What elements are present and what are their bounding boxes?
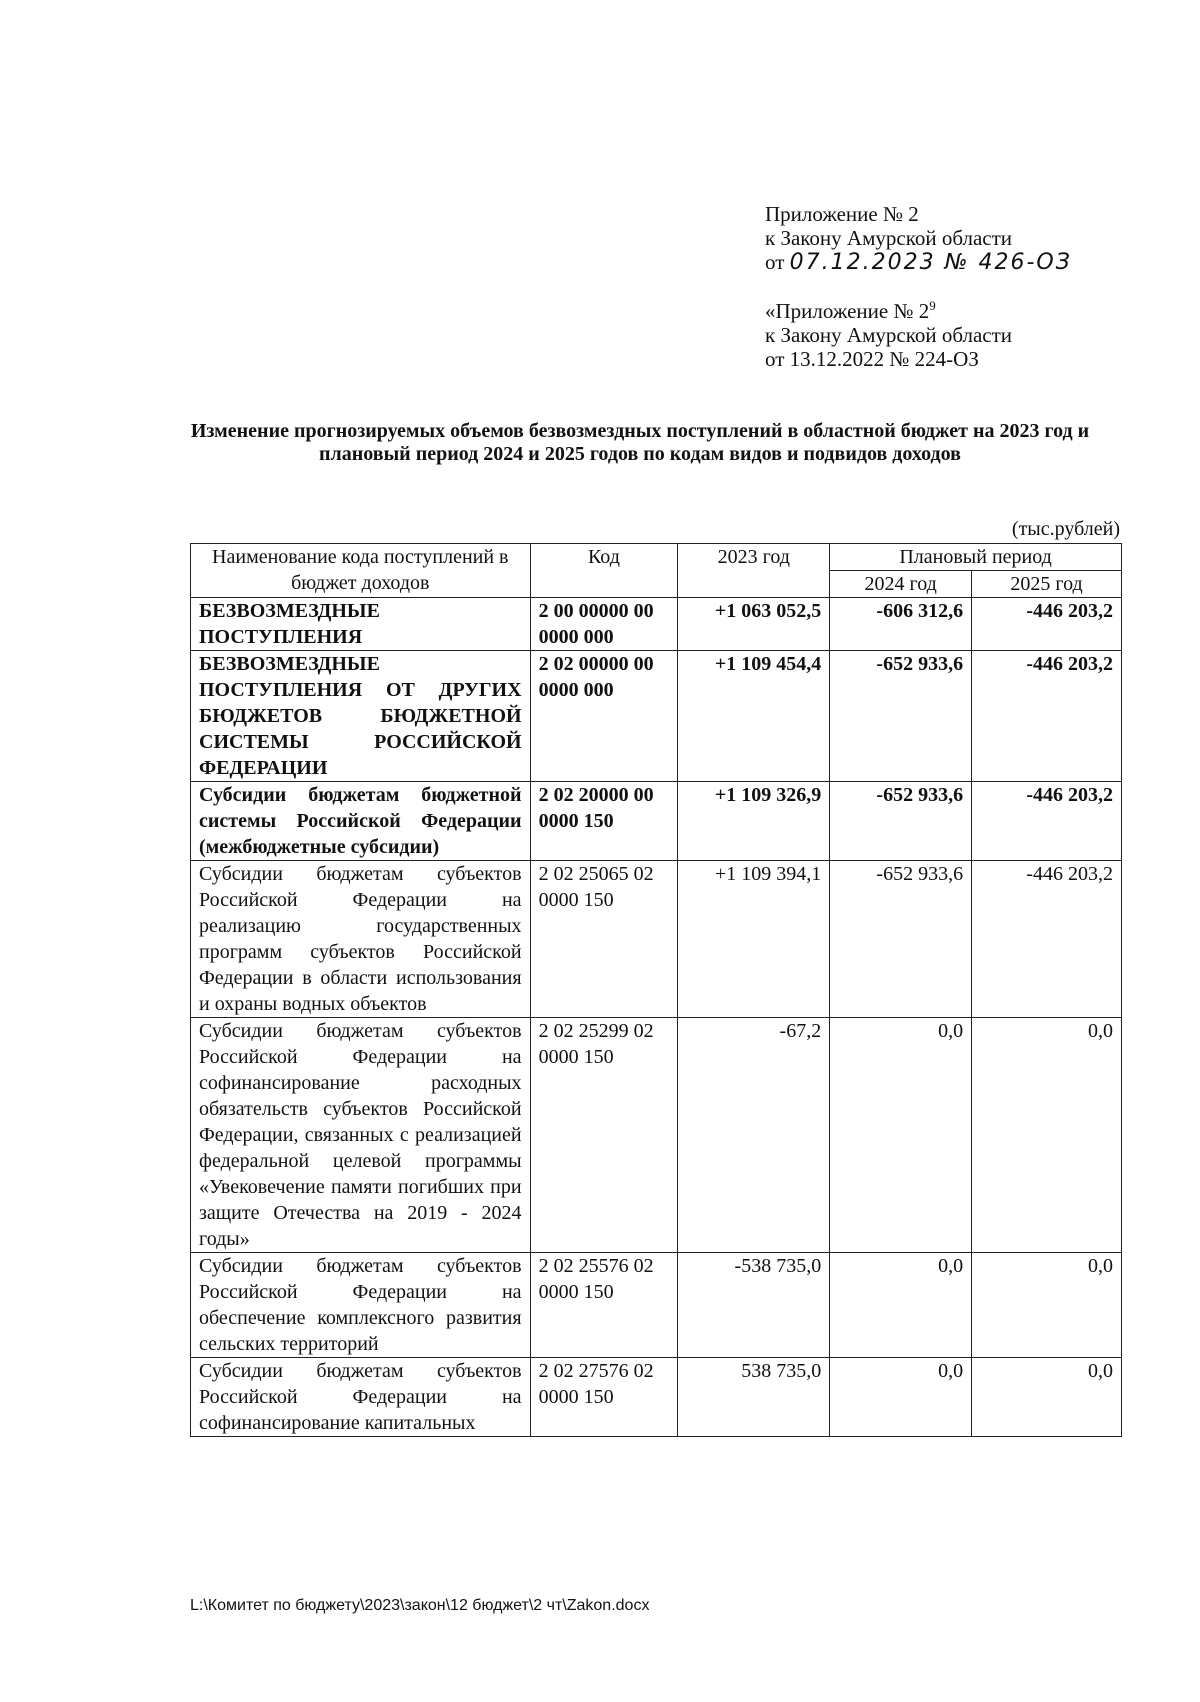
original-appendix-superscript: 9 — [929, 298, 936, 313]
row-2023: +1 063 052,5 — [678, 598, 830, 651]
original-appendix-law: к Закону Амурской области — [765, 323, 1013, 347]
row-name: Субсидии бюджетам субъектов Российской Федерации на софинансирование расходных обязательств субъектов Российской Федерации, связанных с реализацией федеральной целевой программы «Увековечение памяти погибших при защите Отечества на 2019 - 2024 годы» — [191, 1018, 531, 1253]
header-2024: 2024 год — [830, 571, 972, 598]
row-code: 2 02 25065 02 0000 150 — [530, 861, 678, 1018]
row-2023: -67,2 — [678, 1018, 830, 1253]
row-2024: 0,0 — [830, 1253, 972, 1358]
original-appendix-number-text: «Приложение № 2 — [765, 299, 930, 323]
row-name: Субсидии бюджетам субъектов Российской Федерации на софинансирование капитальных — [191, 1358, 531, 1437]
row-code: 2 02 25576 02 0000 150 — [530, 1253, 678, 1358]
row-2025: 0,0 — [972, 1253, 1122, 1358]
row-2025: -446 203,2 — [972, 651, 1122, 782]
row-2024: -652 933,6 — [830, 651, 972, 782]
row-code: 2 02 20000 00 0000 150 — [530, 782, 678, 861]
table-row — [191, 1253, 1122, 1358]
header-2025: 2025 год — [972, 571, 1122, 598]
row-2025: -446 203,2 — [972, 861, 1122, 1018]
table-row — [191, 782, 1122, 861]
row-2025: 0,0 — [972, 1018, 1122, 1253]
row-name: БЕЗВОЗМЕЗДНЫЕ ПОСТУПЛЕНИЯ ОТ ДРУГИХ БЮДЖЕТОВ БЮДЖЕТНОЙ СИСТЕМЫ РОССИЙСКОЙ ФЕДЕРАЦИИ — [191, 651, 531, 782]
original-appendix-number — [765, 299, 1165, 323]
row-code: 2 00 00000 00 0000 000 — [530, 598, 678, 651]
budget-table — [190, 543, 1122, 1437]
handwritten-date: 07.12.2023 № 426-ОЗ — [789, 250, 1072, 275]
row-2025: 0,0 — [972, 1358, 1122, 1437]
row-2024: -652 933,6 — [830, 861, 972, 1018]
row-name: БЕЗВОЗМЕЗДНЫЕ ПОСТУПЛЕНИЯ — [191, 598, 531, 651]
original-appendix-date: от 13.12.2022 № 224-ОЗ — [765, 347, 979, 371]
row-2023: +1 109 394,1 — [678, 861, 830, 1018]
row-2023: +1 109 326,9 — [678, 782, 830, 861]
appendix-header — [765, 202, 1165, 371]
table-row — [191, 651, 1122, 782]
row-code: 2 02 27576 02 0000 150 — [530, 1358, 678, 1437]
header-name: Наименование кода поступлений в бюджет доходов — [191, 544, 531, 598]
row-2025: -446 203,2 — [972, 598, 1122, 651]
appendix-date — [765, 250, 1165, 275]
table-row — [191, 1018, 1122, 1253]
document-title: Изменение прогнозируемых объемов безвозмездных поступлений в областной бюджет на 2023 год и плановый период 2024 и 2025 годов по кодам видов и подвидов доходов — [190, 420, 1090, 465]
row-2024: -652 933,6 — [830, 782, 972, 861]
unit-label: (тыс.рублей) — [1011, 518, 1120, 540]
row-2024: -606 312,6 — [830, 598, 972, 651]
file-path-footer: L:\Комитет по бюджету\2023\закон\12 бюджет\2 чт\Zakon.docx — [190, 1597, 650, 1614]
table-row — [191, 1358, 1122, 1437]
appendix-number: Приложение № 2 — [765, 202, 919, 226]
row-2023: 538 735,0 — [678, 1358, 830, 1437]
row-name: Субсидии бюджетам субъектов Российской Федерации на обеспечение комплексного развития сельских территорий — [191, 1253, 531, 1358]
row-name: Субсидии бюджетам бюджетной системы Российской Федерации (межбюджетные субсидии) — [191, 782, 531, 861]
row-2025: -446 203,2 — [972, 782, 1122, 861]
row-name: Субсидии бюджетам субъектов Российской Федерации на реализацию государственных программ субъектов Российской Федерации в области использования и охраны водных объектов — [191, 861, 531, 1018]
row-2023: +1 109 454,4 — [678, 651, 830, 782]
header-code: Код — [530, 544, 678, 598]
row-2024: 0,0 — [830, 1358, 972, 1437]
row-code: 2 02 25299 02 0000 150 — [530, 1018, 678, 1253]
header-planned-period: Плановый период — [830, 544, 1122, 571]
table-row — [191, 861, 1122, 1018]
header-2023: 2023 год — [678, 544, 830, 598]
appendix-date-prefix: от — [765, 250, 785, 274]
table-row — [191, 598, 1122, 651]
appendix-law: к Закону Амурской области — [765, 226, 1013, 250]
table-header-row — [191, 544, 1122, 571]
row-code: 2 02 00000 00 0000 000 — [530, 651, 678, 782]
row-2023: -538 735,0 — [678, 1253, 830, 1358]
row-2024: 0,0 — [830, 1018, 972, 1253]
